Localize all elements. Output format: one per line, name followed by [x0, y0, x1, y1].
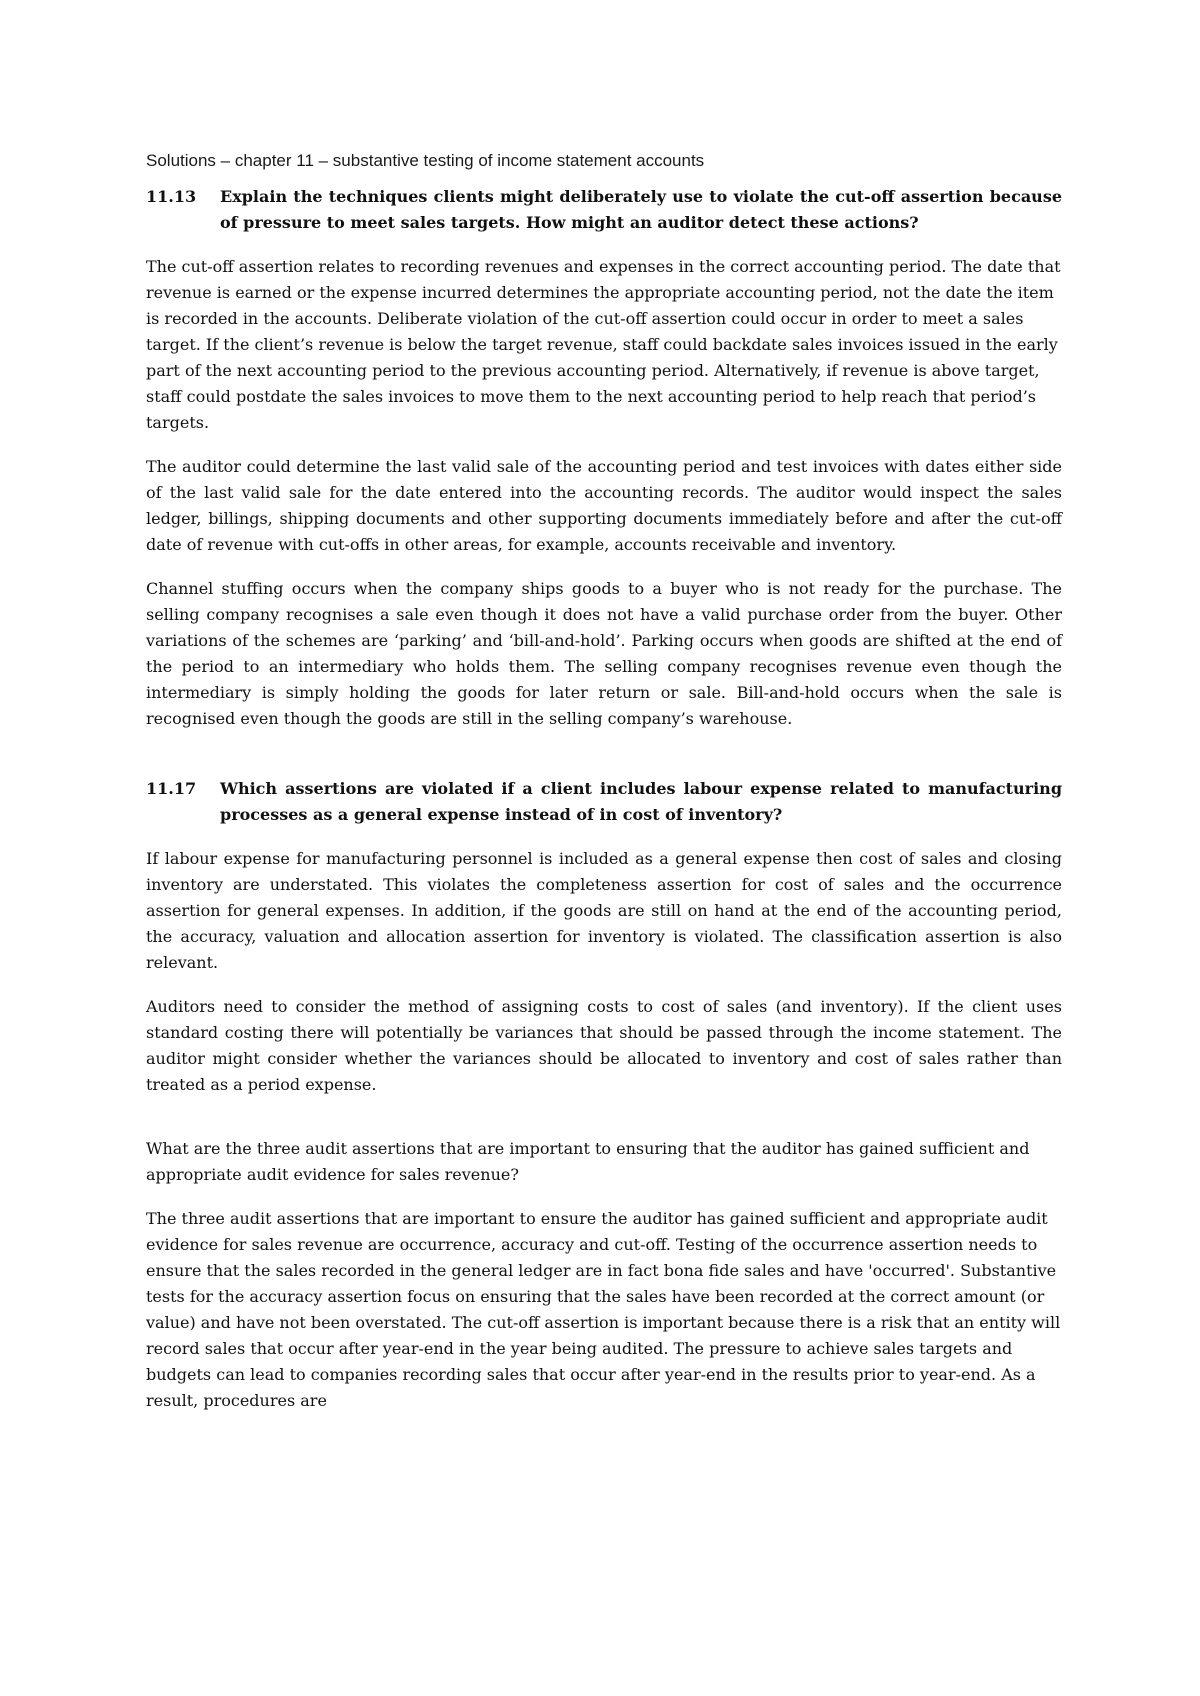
- question-11-13-heading: [146, 184, 1062, 236]
- question-11-17-heading: [146, 776, 1062, 828]
- answer-paragraph: The three audit assertions that are important to ensure the auditor has gained sufficient and appropriate audit evidence for sales revenue are occurrence, accuracy and cut-off. Testing of the occurrence assertion needs to ensure that the sales recorded in the general ledger are in fact bona fide sales and have 'occurred'. Substantive tests for the accuracy assertion focus on ensuring that the sales have been recorded at the correct amount (or value) and have not been overstated. The cut-off assertion is important because there is a risk that an entity will record sales that occur after year-end in the year being audited. The pressure to achieve sales targets and budgets can lead to companies recording sales that occur after year-end in the results prior to year-end. As a result, procedures are: [146, 1209, 1061, 1410]
- answer-paragraph: The auditor could determine the last valid sale of the accounting period and test invoices with dates either side of the last valid sale for the date entered into the accounting records. The auditor would inspect the sales ledger, billings, shipping documents and other supporting documents immediately before and after the cut-off date of revenue with cut-offs in other areas, for example, accounts receivable and inventory.: [146, 457, 1062, 554]
- question-text: Explain the techniques clients might deliberately use to violate the cut-off assertion because of pressure to meet sales targets. How might an auditor detect these actions?: [220, 187, 1062, 232]
- answer-paragraph: Channel stuffing occurs when the company ships goods to a buyer who is not ready for the purchase. The selling company recognises a sale even though it does not have a valid purchase order from the buyer. Other variations of the schemes are ‘parking’ and ‘bill-and-hold’. Parking occurs when goods are shifted at the end of the period to an intermediary who holds them. The selling company recognises revenue even though the intermediary is simply holding the goods for later return or sale. Bill-and-hold occurs when the sale is recognised even though the goods are still in the selling company’s warehouse.: [146, 579, 1062, 728]
- question-number: 11.17: [146, 779, 197, 798]
- document-title: Solutions – chapter 11 – substantive testing of income statement accounts: [146, 151, 705, 170]
- question-number: 11.13: [146, 187, 197, 206]
- answer-paragraph: Auditors need to consider the method of assigning costs to cost of sales (and inventory). If the client uses standard costing there will potentially be variances that should be passed through the income statement. The auditor might consider whether the variances should be allocated to inventory and cost of sales rather than treated as a period expense.: [146, 997, 1062, 1094]
- question-text: Which assertions are violated if a client includes labour expense related to manufacturing processes as a general expense instead of in cost of inventory?: [220, 779, 1062, 824]
- unnumbered-question: What are the three audit assertions that are important to ensuring that the auditor has gained sufficient and appropriate audit evidence for sales revenue?: [146, 1139, 1030, 1184]
- answer-paragraph: If labour expense for manufacturing personnel is included as a general expense then cost of sales and closing inventory are understated. This violates the completeness assertion for cost of sales and the occurrence assertion for general expenses. In addition, if the goods are still on hand at the end of the accounting period, the accuracy, valuation and allocation assertion for inventory is violated. The classification assertion is also relevant.: [146, 849, 1062, 972]
- answer-paragraph: The cut-off assertion relates to recording revenues and expenses in the correct accounting period. The date that revenue is earned or the expense incurred determines the appropriate accounting period, not the date the item is recorded in the accounts. Deliberate violation of the cut-off assertion could occur in order to meet a sales target. If the client’s revenue is below the target revenue, staff could backdate sales invoices issued in the early part of the next accounting period to the previous accounting period. Alternatively, if revenue is above target, staff could postdate the sales invoices to move them to the next accounting period to help reach that period’s targets.: [146, 257, 1061, 432]
- document-content: [146, 148, 1062, 1414]
